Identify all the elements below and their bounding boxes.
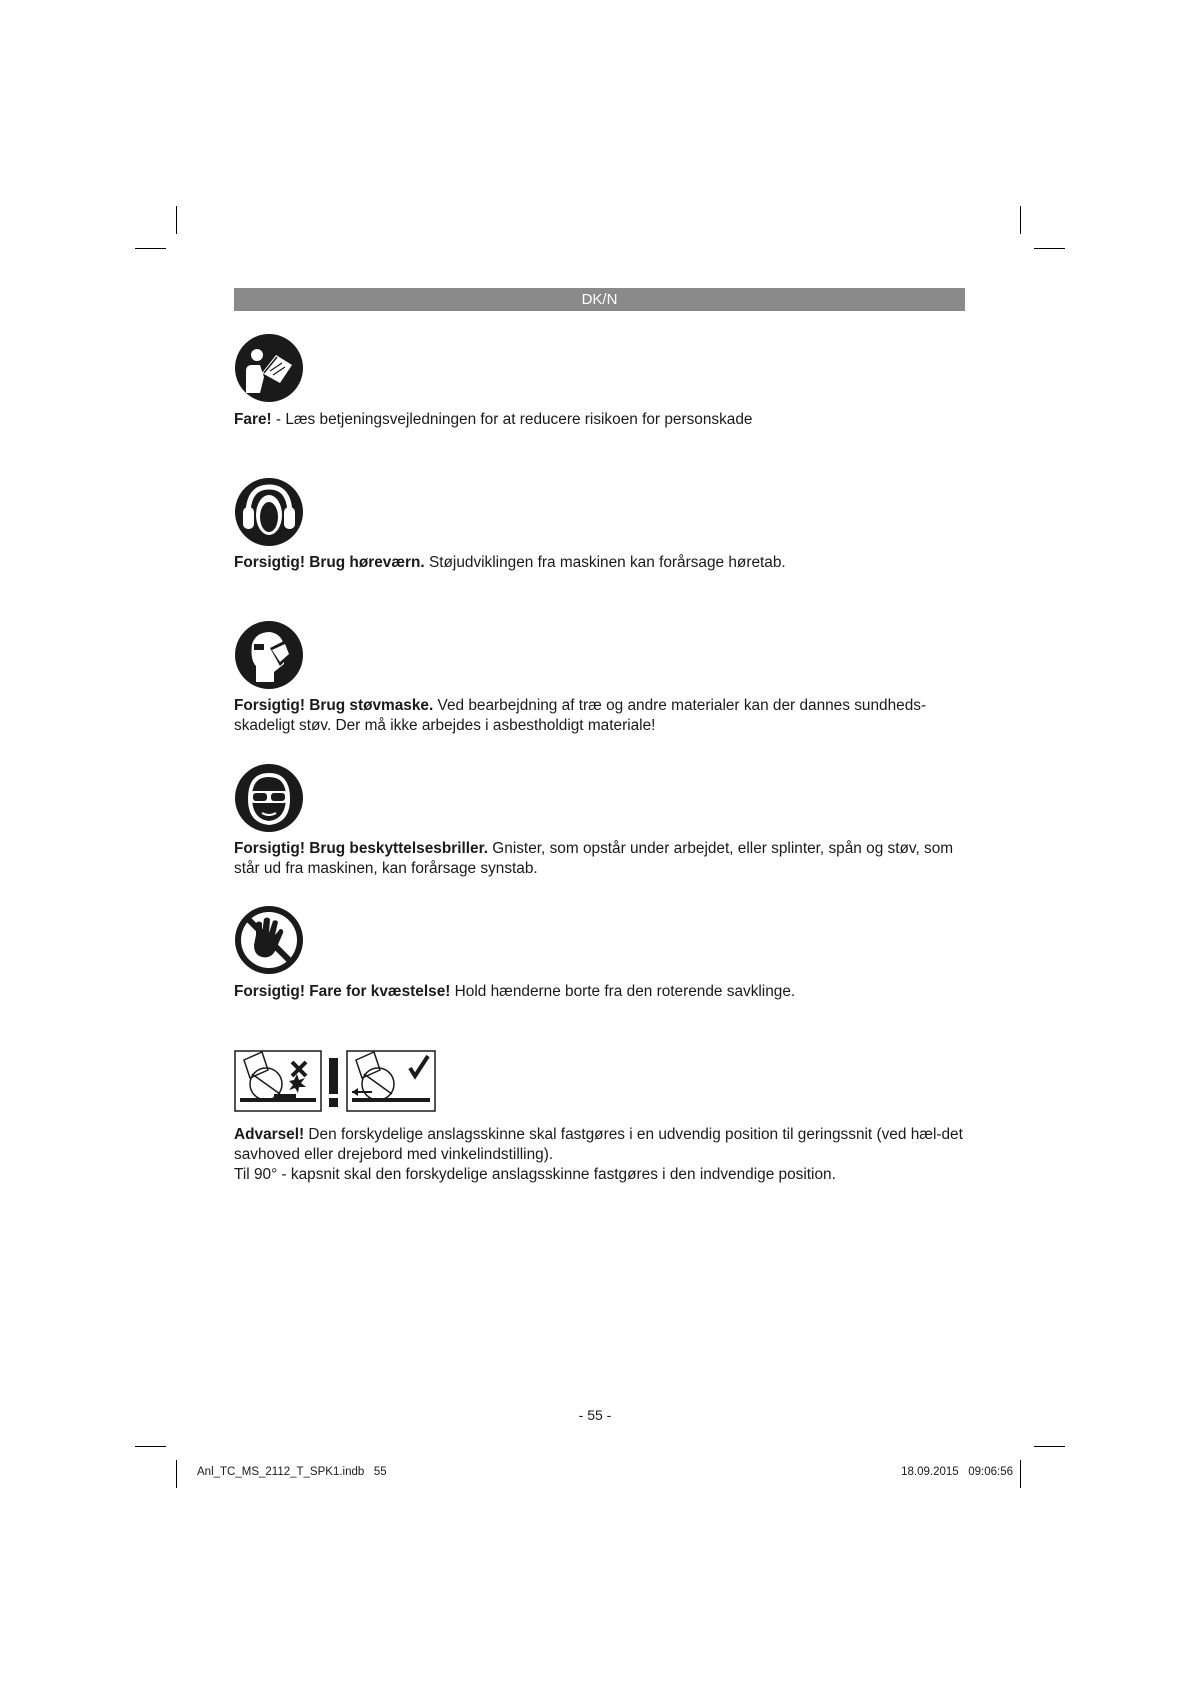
footer-timestamp: 18.09.2015 09:06:56 <box>901 1466 1013 1478</box>
crop-mark <box>135 248 166 249</box>
dust-mask-icon <box>234 620 304 690</box>
section-title: Fare! <box>234 411 272 428</box>
section-title: Forsigtig! Brug høreværn. <box>234 554 425 571</box>
warning-title: Advarsel! <box>234 1126 305 1143</box>
section-no-hands <box>234 982 974 1002</box>
section-text: - Læs betjeningsvejledningen for at reducere risikoen for personskade <box>271 411 753 428</box>
crop-mark <box>135 1446 166 1447</box>
section-safety-goggles <box>234 839 974 879</box>
section-fence-warning <box>234 1125 974 1185</box>
section-hearing-protection <box>234 553 974 573</box>
warning-text: Den forskydelige anslagsskinne skal fastgøres i en udvendig position til geringssnit (ved hæl-det savhoved eller drejebord med vinkelindstilling). <box>234 1126 963 1163</box>
crop-mark <box>176 206 177 234</box>
section-read-manual <box>234 410 974 430</box>
warning-text-line2: Til 90° - kapsnit skal den forskydelige anslagsskinne fastgøres i den indvendige position. <box>234 1166 836 1183</box>
safety-goggles-icon <box>234 763 304 833</box>
crop-mark <box>1034 248 1065 249</box>
crop-mark <box>1020 206 1021 234</box>
no-hands-icon <box>234 905 304 975</box>
page-number: - 55 - <box>578 1407 612 1423</box>
section-text: Støjudviklingen fra maskinen kan forårsage høretab. <box>424 554 786 571</box>
hearing-protection-icon <box>234 477 304 547</box>
section-dust-mask <box>234 696 974 736</box>
footer-filename: Anl_TC_MS_2112_T_SPK1.indb 55 <box>197 1466 387 1478</box>
section-title: Forsigtig! Fare for kvæstelse! <box>234 983 451 1000</box>
section-text: Ved bearbejdning af træ og andre materialer kan der dannes sundheds-skadeligt støv. Der må ikke arbejdes i asbestholdigt materiale! <box>234 697 927 734</box>
crop-mark <box>176 1460 177 1488</box>
section-text: Gnister, som opstår under arbejdet, eller splinter, spån og støv, som står ud fra maskinen, kan forårsage synstab. <box>234 840 954 877</box>
read-manual-icon <box>234 333 304 403</box>
section-text: Hold hænderne borte fra den roterende savklinge. <box>450 983 796 1000</box>
language-header: DK/N <box>234 288 965 311</box>
section-title: Forsigtig! Brug beskyttelsesbriller. <box>234 840 489 857</box>
crop-mark <box>1020 1460 1021 1488</box>
crop-mark <box>1034 1446 1065 1447</box>
fence-position-warning-icon <box>234 1050 436 1112</box>
section-title: Forsigtig! Brug støvmaske. <box>234 697 434 714</box>
